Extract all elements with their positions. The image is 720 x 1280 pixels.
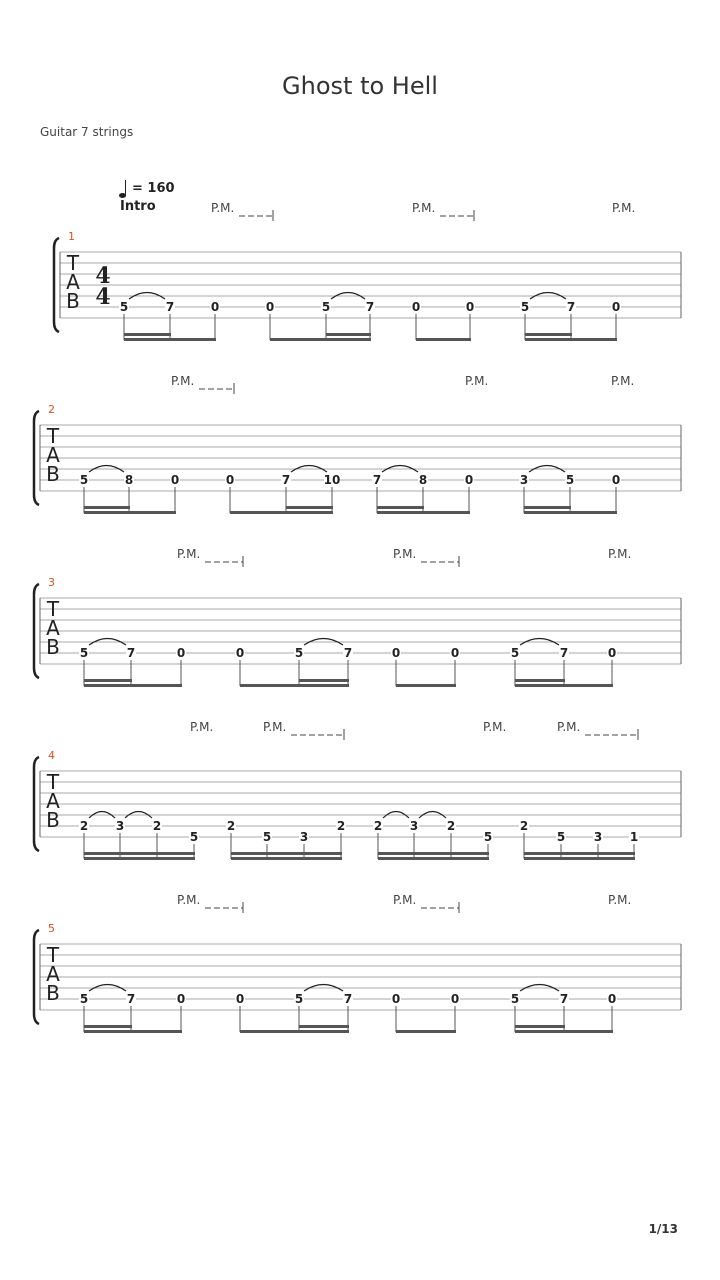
palm-mute-label: P.M. bbox=[608, 893, 632, 907]
tab-clef-letter: B bbox=[46, 462, 60, 486]
palm-mute-label: P.M. bbox=[211, 201, 235, 215]
fret-number: 2 bbox=[226, 819, 236, 833]
page-number: 1/13 bbox=[648, 1222, 678, 1236]
song-title: Ghost to Hell bbox=[282, 72, 438, 100]
palm-mute-label: P.M. bbox=[190, 720, 214, 734]
fret-number: 2 bbox=[152, 819, 162, 833]
fret-number: 3 bbox=[115, 819, 125, 833]
fret-number: 0 bbox=[391, 992, 401, 1006]
fret-number: 5 bbox=[294, 992, 304, 1006]
tab-clef-letter: T bbox=[46, 943, 60, 967]
fret-number: 5 bbox=[565, 473, 575, 487]
tempo-value: = 160 bbox=[132, 181, 175, 196]
measure-number: 1 bbox=[68, 230, 75, 243]
palm-mute-label: P.M. bbox=[557, 720, 581, 734]
beam-secondary bbox=[378, 852, 489, 855]
beam-secondary bbox=[515, 679, 565, 682]
fret-number: 0 bbox=[170, 473, 180, 487]
beam bbox=[416, 338, 471, 341]
time-signature-bottom: 4 bbox=[95, 284, 111, 310]
fret-number: 5 bbox=[520, 300, 530, 314]
beam bbox=[230, 511, 333, 514]
tab-clef-letter: A bbox=[46, 789, 60, 813]
beam-secondary bbox=[84, 506, 130, 509]
palm-mute-label: P.M. bbox=[177, 893, 201, 907]
fret-number: 0 bbox=[235, 646, 245, 660]
beam-secondary bbox=[515, 1025, 565, 1028]
palm-mute-label: P.M. bbox=[393, 893, 417, 907]
fret-number: 1 bbox=[629, 830, 639, 844]
fret-number: 7 bbox=[281, 473, 291, 487]
fret-number: 2 bbox=[446, 819, 456, 833]
system-bracket bbox=[34, 584, 39, 678]
fret-number: 5 bbox=[483, 830, 493, 844]
fret-number: 0 bbox=[465, 300, 475, 314]
tab-clef-letter: T bbox=[46, 424, 60, 448]
measure-number: 3 bbox=[48, 576, 55, 589]
tab-clef-letter: A bbox=[46, 443, 60, 467]
beam-secondary bbox=[299, 1025, 349, 1028]
tab-clef-letter: B bbox=[46, 635, 60, 659]
beam-secondary bbox=[524, 852, 635, 855]
beam-secondary bbox=[299, 679, 349, 682]
fret-number: 0 bbox=[611, 473, 621, 487]
palm-mute-label: P.M. bbox=[612, 201, 636, 215]
tab-clef-letter: T bbox=[66, 251, 80, 275]
palm-mute-label: P.M. bbox=[177, 547, 201, 561]
beam-secondary bbox=[377, 506, 424, 509]
beam-secondary bbox=[84, 1025, 132, 1028]
palm-mute-label: P.M. bbox=[412, 201, 436, 215]
fret-number: 0 bbox=[176, 992, 186, 1006]
fret-number: 5 bbox=[79, 473, 89, 487]
fret-number: 8 bbox=[124, 473, 134, 487]
palm-mute-label: P.M. bbox=[611, 374, 635, 388]
tab-clef-letter: A bbox=[46, 616, 60, 640]
fret-number: 3 bbox=[519, 473, 529, 487]
beam bbox=[84, 1030, 182, 1033]
beam bbox=[396, 1030, 456, 1033]
fret-number: 7 bbox=[165, 300, 175, 314]
fret-number: 0 bbox=[391, 646, 401, 660]
beam-secondary bbox=[525, 333, 572, 336]
beam bbox=[525, 338, 617, 341]
fret-number: 7 bbox=[372, 473, 382, 487]
tab-clef-letter: T bbox=[46, 770, 60, 794]
beam-secondary bbox=[84, 679, 132, 682]
fret-number: 3 bbox=[409, 819, 419, 833]
measure-number: 4 bbox=[48, 749, 55, 762]
fret-number: 0 bbox=[611, 300, 621, 314]
palm-mute-label: P.M. bbox=[171, 374, 195, 388]
fret-number: 2 bbox=[519, 819, 529, 833]
beam bbox=[515, 1030, 613, 1033]
beam-secondary bbox=[326, 333, 371, 336]
fret-number: 5 bbox=[556, 830, 566, 844]
measure-number: 5 bbox=[48, 922, 55, 935]
fret-number: 5 bbox=[262, 830, 272, 844]
palm-mute-label: P.M. bbox=[483, 720, 507, 734]
fret-number: 0 bbox=[210, 300, 220, 314]
fret-number: 0 bbox=[450, 646, 460, 660]
fret-number: 7 bbox=[365, 300, 375, 314]
palm-mute-label: P.M. bbox=[393, 547, 417, 561]
fret-number: 7 bbox=[126, 646, 136, 660]
fret-number: 5 bbox=[119, 300, 129, 314]
fret-number: 7 bbox=[559, 646, 569, 660]
palm-mute-label: P.M. bbox=[608, 547, 632, 561]
system-bracket bbox=[54, 238, 59, 332]
beam bbox=[124, 338, 216, 341]
fret-number: 0 bbox=[225, 473, 235, 487]
fret-number: 5 bbox=[79, 992, 89, 1006]
beam bbox=[524, 511, 617, 514]
fret-number: 7 bbox=[559, 992, 569, 1006]
system-bracket bbox=[34, 411, 39, 505]
fret-number: 5 bbox=[79, 646, 89, 660]
fret-number: 5 bbox=[510, 992, 520, 1006]
beam bbox=[515, 684, 613, 687]
fret-number: 0 bbox=[265, 300, 275, 314]
instrument-label: Guitar 7 strings bbox=[40, 125, 134, 139]
beam bbox=[84, 511, 176, 514]
fret-number: 8 bbox=[418, 473, 428, 487]
tab-clef-letter: B bbox=[66, 289, 80, 313]
fret-number: 5 bbox=[294, 646, 304, 660]
system-bracket bbox=[34, 757, 39, 851]
tab-clef-letter: B bbox=[46, 808, 60, 832]
fret-number: 5 bbox=[189, 830, 199, 844]
fret-number: 7 bbox=[343, 992, 353, 1006]
time-signature-top: 4 bbox=[95, 263, 111, 289]
fret-number: 7 bbox=[126, 992, 136, 1006]
palm-mute-label: P.M. bbox=[465, 374, 489, 388]
tab-clef-letter: T bbox=[46, 597, 60, 621]
fret-number: 2 bbox=[336, 819, 346, 833]
fret-number: 7 bbox=[566, 300, 576, 314]
fret-number: 0 bbox=[464, 473, 474, 487]
fret-number: 3 bbox=[593, 830, 603, 844]
system-bracket bbox=[34, 930, 39, 1024]
beam bbox=[240, 1030, 349, 1033]
fret-number: 2 bbox=[373, 819, 383, 833]
tab-clef-letter: B bbox=[46, 981, 60, 1005]
fret-number: 5 bbox=[321, 300, 331, 314]
fret-number: 0 bbox=[176, 646, 186, 660]
beam bbox=[231, 857, 342, 860]
fret-number: 0 bbox=[411, 300, 421, 314]
section-label: Intro bbox=[120, 199, 156, 214]
beam bbox=[240, 684, 349, 687]
beam-secondary bbox=[84, 852, 195, 855]
beam bbox=[377, 511, 470, 514]
beam bbox=[378, 857, 489, 860]
beam bbox=[84, 684, 182, 687]
beam bbox=[524, 857, 635, 860]
fret-number: 7 bbox=[343, 646, 353, 660]
fret-number: 0 bbox=[235, 992, 245, 1006]
beam-secondary bbox=[524, 506, 571, 509]
beam bbox=[270, 338, 371, 341]
fret-number: 0 bbox=[607, 992, 617, 1006]
fret-number: 5 bbox=[510, 646, 520, 660]
beam bbox=[84, 857, 195, 860]
fret-number: 3 bbox=[299, 830, 309, 844]
fret-number: 0 bbox=[450, 992, 460, 1006]
beam-secondary bbox=[124, 333, 171, 336]
measure-number: 2 bbox=[48, 403, 55, 416]
tab-clef-letter: A bbox=[66, 270, 80, 294]
beam-secondary bbox=[231, 852, 342, 855]
palm-mute-label: P.M. bbox=[263, 720, 287, 734]
beam-secondary bbox=[286, 506, 333, 509]
fret-number: 10 bbox=[323, 473, 341, 487]
fret-number: 0 bbox=[607, 646, 617, 660]
beam bbox=[396, 684, 456, 687]
tab-clef-letter: A bbox=[46, 962, 60, 986]
fret-number: 2 bbox=[79, 819, 89, 833]
